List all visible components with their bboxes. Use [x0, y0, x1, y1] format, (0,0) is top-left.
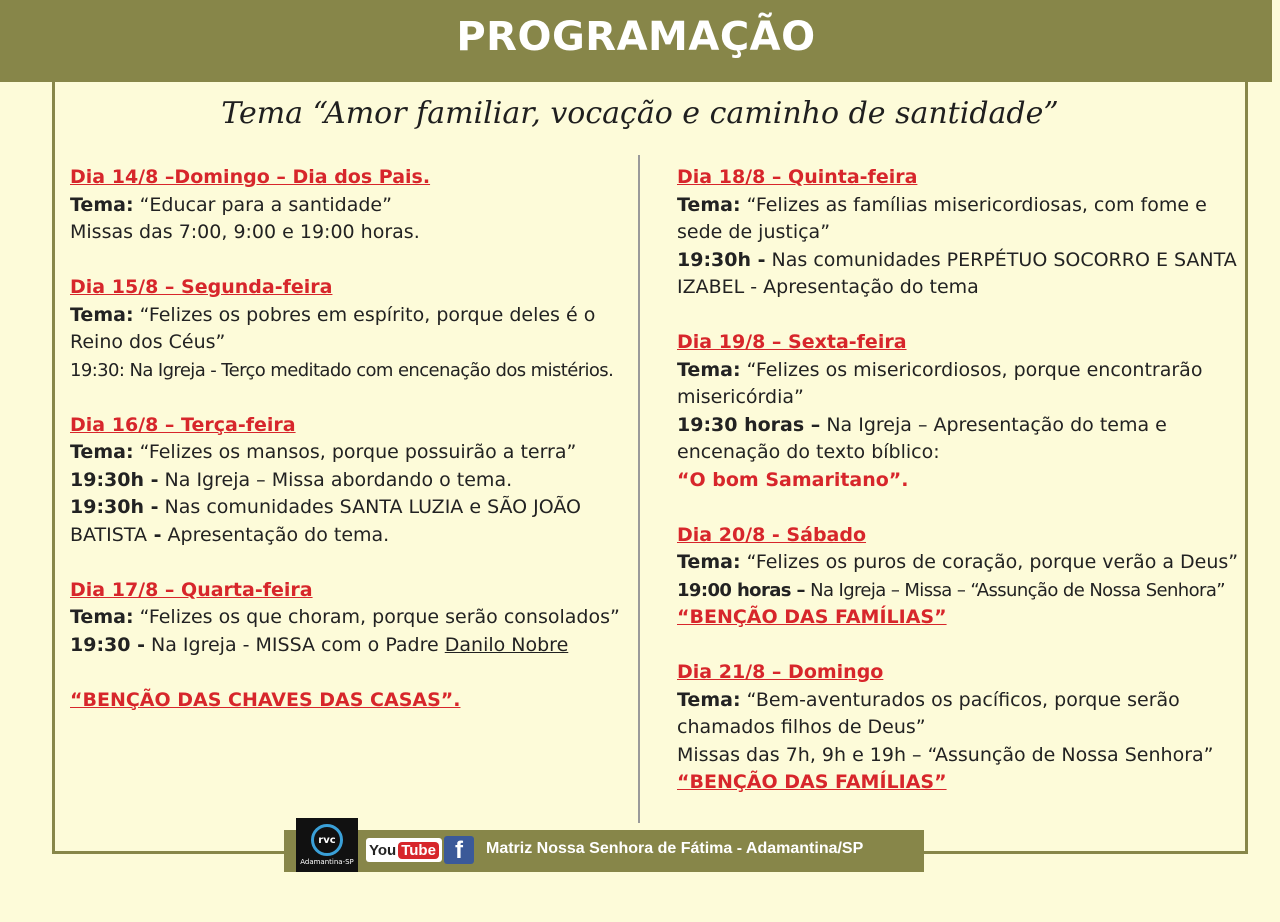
time-label: 19:30h -	[70, 496, 159, 518]
day-16	[70, 412, 630, 550]
page-title: PROGRAMAÇÃO	[456, 14, 816, 60]
tema-line	[70, 302, 630, 357]
tema-line	[677, 549, 1237, 577]
time-label: 19:30h -	[677, 248, 766, 271]
tema-label: Tema:	[677, 551, 741, 573]
tema-line	[677, 192, 1237, 247]
blessing-text: “BENÇÃO DAS FAMÍLIAS”	[677, 606, 947, 628]
time-label: 19:00 horas –	[677, 579, 805, 601]
day-title: Dia 16/8 – Terça-feira	[70, 413, 296, 436]
day-title: Dia 19/8 – Sexta-feira	[677, 331, 907, 353]
tema-text: “Educar para a santidade”	[133, 193, 392, 216]
theme-subtitle: Tema “Amor familiar, vocação e caminho de santidade”	[221, 96, 1059, 131]
tema-line	[70, 604, 630, 632]
tema-label: Tema:	[70, 303, 134, 326]
youtube-tube: Tube	[398, 842, 439, 859]
schedule-line: Missas das 7:00, 9:00 e 19:00 horas.	[70, 221, 420, 243]
schedule-line: 19:30: Na Igreja - Terço meditado com encenação dos mistérios.	[70, 359, 614, 381]
youtube-you: You	[369, 841, 397, 859]
schedule-text: Apresentação do tema.	[161, 523, 390, 546]
tema-line	[677, 687, 1237, 742]
schedule-line: Missas das 7h, 9h e 19h – “Assunção de Nossa Senhora”	[677, 743, 1214, 766]
blessing-text: “BENÇÃO DAS FAMÍLIAS”	[677, 771, 947, 793]
schedule-line	[677, 577, 1237, 605]
time-label: 19:30 -	[70, 633, 145, 656]
blessing-text: “BENÇÃO DAS CHAVES DAS CASAS”.	[70, 688, 461, 711]
schedule-text: Na Igreja – Missa – “Assunção de Nossa Senhora”	[804, 579, 1225, 601]
highlight-text: “O bom Samaritano”.	[677, 468, 909, 491]
tema-label: Tema:	[70, 193, 134, 216]
tema-label: Tema:	[677, 358, 741, 381]
day-title: Dia 15/8 – Segunda-feira	[70, 276, 333, 298]
tema-text: “Felizes os puros de coração, porque verão a Deus”	[740, 551, 1239, 573]
tema-text: “Felizes os mansos, porque possuirão a terra”	[133, 441, 577, 463]
day-14	[70, 164, 630, 247]
day-18	[677, 164, 1237, 302]
day-21	[677, 659, 1237, 797]
youtube-icon[interactable]	[366, 838, 442, 862]
schedule-line	[70, 632, 630, 660]
footer-text: Matriz Nossa Senhora de Fátima - Adamantina/SP	[486, 840, 864, 857]
day-title: Dia 17/8 – Quarta-feira	[70, 578, 313, 601]
tema-text: “Felizes os que choram, porque serão consolados”	[133, 606, 620, 628]
schedule-text: Nas comunidades SANTA LUZIA e SÃO JOÃO BATISTA	[70, 496, 581, 546]
time-label: 19:30 horas –	[677, 413, 821, 436]
day-15	[70, 274, 630, 384]
schedule-text: Na Igreja – Apresentação do tema e encenação do texto bíblico:	[677, 413, 1167, 463]
schedule-text: Nas comunidades PERPÉTUO SOCORRO E SANTA IZABEL - Apresentação do tema	[677, 248, 1237, 298]
day-17	[70, 577, 630, 715]
day-title: Dia 14/8 –Domingo – Dia dos Pais.	[70, 166, 431, 188]
tema-line	[70, 192, 630, 220]
left-column	[70, 164, 630, 742]
schedule-line	[70, 494, 630, 549]
logo-caption: Adamantina-SP	[300, 858, 354, 866]
priest-link[interactable]: Danilo Nobre	[444, 633, 569, 656]
day-title: Dia 18/8 – Quinta-feira	[677, 166, 918, 188]
day-title: Dia 20/8 - Sábado	[677, 523, 867, 546]
schedule-line	[677, 247, 1237, 302]
rvc-logo-icon: rvc	[311, 824, 343, 856]
schedule-line	[70, 467, 630, 495]
day-19	[677, 329, 1237, 494]
column-divider	[638, 155, 640, 823]
facebook-icon[interactable]: f	[444, 836, 474, 864]
time-label: 19:30h -	[70, 468, 159, 491]
right-column	[677, 164, 1237, 824]
schedule-text: Na Igreja - MISSA com o Padre	[144, 633, 445, 656]
tema-line	[677, 357, 1237, 412]
day-title: Dia 21/8 – Domingo	[677, 661, 884, 683]
dash: -	[146, 523, 162, 546]
tema-text: “Bem-aventurados os pacíficos, porque serão chamados filhos de Deus”	[677, 688, 1180, 738]
schedule-text: Na Igreja – Missa abordando o tema.	[158, 468, 513, 491]
tema-text: “Felizes os misericordiosos, porque encontrarão misericórdia”	[677, 358, 1203, 408]
tema-label: Tema:	[677, 688, 741, 711]
tema-label: Tema:	[677, 193, 741, 216]
tema-label: Tema:	[70, 606, 134, 628]
day-20	[677, 522, 1237, 632]
tema-line	[70, 439, 630, 467]
spacer	[70, 659, 630, 687]
tema-text: “Felizes os pobres em espírito, porque deles é o Reino dos Céus”	[70, 303, 596, 353]
tema-text: “Felizes as famílias misericordiosas, com fome e sede de justiça”	[677, 193, 1207, 243]
rvc-logo[interactable]	[296, 818, 358, 872]
schedule-line	[677, 412, 1237, 467]
tema-label: Tema:	[70, 441, 134, 463]
